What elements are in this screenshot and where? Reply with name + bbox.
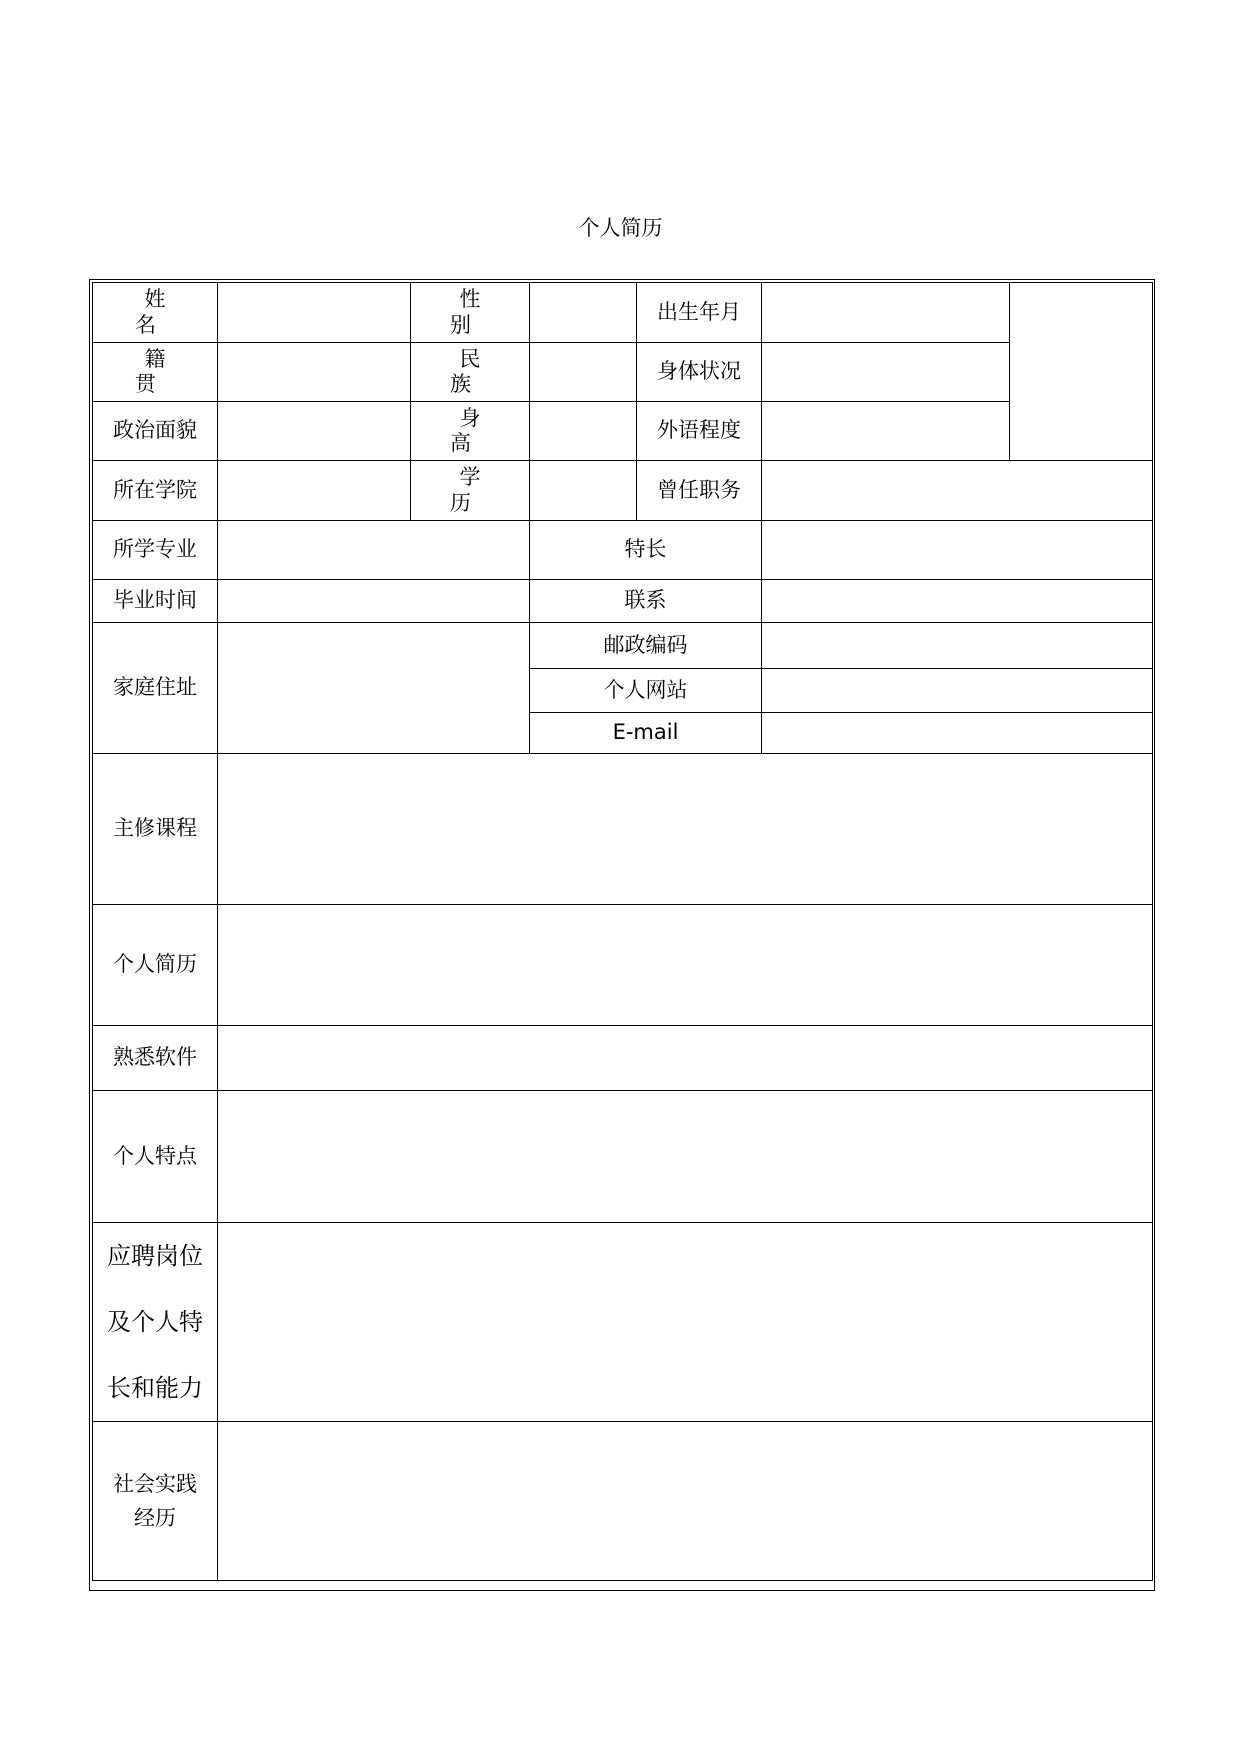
form-row [93, 623, 1153, 669]
resume-field[interactable] [218, 905, 1153, 1026]
label-political-status: 政治面貌 [93, 402, 218, 461]
label-social-practice [93, 1422, 218, 1581]
health-field[interactable] [762, 343, 1010, 402]
label-college: 所在学院 [93, 461, 218, 521]
label-line: 应聘岗位 [107, 1242, 203, 1270]
label-home-address: 家庭住址 [93, 623, 218, 754]
label-past-positions: 曾任职务 [637, 461, 762, 521]
software-field[interactable] [218, 1026, 1153, 1091]
form-row [93, 754, 1153, 905]
label-software: 熟悉软件 [93, 1026, 218, 1091]
form-row [93, 1091, 1153, 1223]
label-contact: 联系 [530, 580, 762, 623]
label-line: 长和能力 [107, 1374, 203, 1402]
label-major: 所学专业 [93, 521, 218, 580]
page-title: 个人简历 [578, 216, 663, 240]
label-birth: 出生年月 [637, 283, 762, 343]
home-address-field[interactable] [218, 623, 530, 754]
label-email: E-mail [530, 713, 762, 754]
label-line: 社会实践 [113, 1472, 197, 1496]
label-ethnicity: 民 族 [411, 343, 530, 402]
political-status-field[interactable] [218, 402, 411, 461]
label-graduation: 毕业时间 [93, 580, 218, 623]
label-specialty: 特长 [530, 521, 762, 580]
photo-cell[interactable] [1010, 283, 1153, 461]
label-height: 身 高 [411, 402, 530, 461]
native-place-field[interactable] [218, 343, 411, 402]
label-resume: 个人简历 [93, 905, 218, 1026]
form-row [93, 1026, 1153, 1091]
label-education: 学 历 [411, 461, 530, 521]
courses-field[interactable] [218, 754, 1153, 905]
website-field[interactable] [762, 669, 1153, 713]
form-row [93, 461, 1153, 521]
form-row [93, 1422, 1153, 1581]
form-row [93, 1223, 1153, 1422]
contact-field[interactable] [762, 580, 1153, 623]
birth-field[interactable] [762, 283, 1010, 343]
form-row [93, 283, 1153, 343]
graduation-field[interactable] [218, 580, 530, 623]
label-courses: 主修课程 [93, 754, 218, 905]
social-practice-field[interactable] [218, 1422, 1153, 1581]
gender-field[interactable] [530, 283, 637, 343]
label-traits: 个人特点 [93, 1091, 218, 1223]
label-gender: 性 别 [411, 283, 530, 343]
label-foreign-language: 外语程度 [637, 402, 762, 461]
label-website: 个人网站 [530, 669, 762, 713]
label-position-and-abilities [93, 1223, 218, 1422]
resume-form [92, 282, 1153, 1581]
traits-field[interactable] [218, 1091, 1153, 1223]
name-field[interactable] [218, 283, 411, 343]
form-row [93, 521, 1153, 580]
specialty-field[interactable] [762, 521, 1153, 580]
label-line: 及个人特 [107, 1308, 203, 1336]
label-health: 身体状况 [637, 343, 762, 402]
foreign-language-field[interactable] [762, 402, 1010, 461]
form-row [93, 402, 1153, 461]
postal-code-field[interactable] [762, 623, 1153, 669]
major-field[interactable] [218, 521, 530, 580]
form-row [93, 905, 1153, 1026]
form-row [93, 580, 1153, 623]
label-postal-code: 邮政编码 [530, 623, 762, 669]
email-field[interactable] [762, 713, 1153, 754]
label-name: 姓 名 [93, 283, 218, 343]
form-row [93, 343, 1153, 402]
past-positions-field[interactable] [762, 461, 1153, 521]
height-field[interactable] [530, 402, 637, 461]
college-field[interactable] [218, 461, 411, 521]
education-field[interactable] [530, 461, 637, 521]
ethnicity-field[interactable] [530, 343, 637, 402]
label-native-place: 籍 贯 [93, 343, 218, 402]
position-and-abilities-field[interactable] [218, 1223, 1153, 1422]
label-line: 经历 [134, 1506, 176, 1530]
